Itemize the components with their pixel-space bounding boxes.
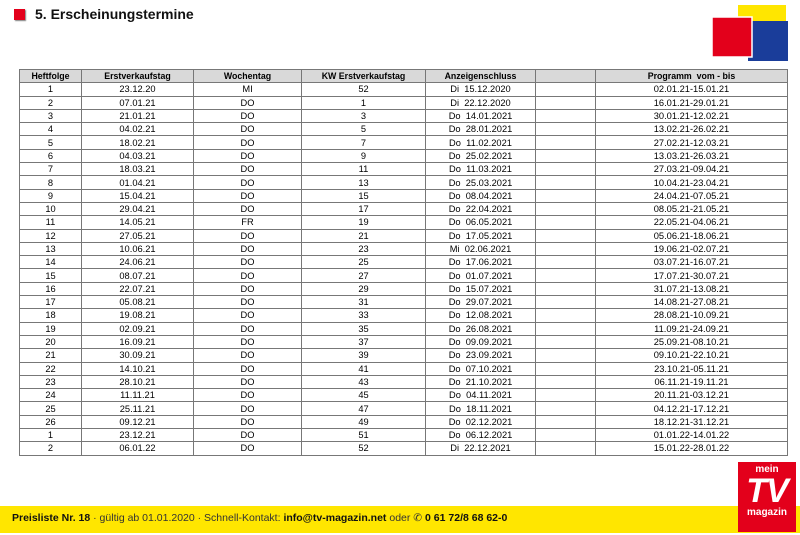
cell-erstverkaufstag: 30.09.21 (82, 349, 194, 362)
cell-anzeigenschluss: Do 22.04.2021 (426, 202, 536, 215)
cell-anzeigenschluss: Do 14.01.2021 (426, 109, 536, 122)
cell-heftfolge: 25 (20, 402, 82, 415)
cell-wochentag: DO (194, 282, 302, 295)
cell-erstverkaufstag: 25.11.21 (82, 402, 194, 415)
table-body (20, 83, 788, 455)
cell-blank (536, 109, 596, 122)
cell-erstverkaufstag: 14.05.21 (82, 216, 194, 229)
cell-programm: 08.05.21-21.05.21 (596, 202, 788, 215)
cell-anzeigenschluss: Do 01.07.2021 (426, 269, 536, 282)
cell-programm: 24.04.21-07.05.21 (596, 189, 788, 202)
column-header-kw: KW Erstverkaufstag (302, 70, 426, 83)
cell-erstverkaufstag: 15.04.21 (82, 189, 194, 202)
table-header-row (20, 70, 788, 83)
table-row (20, 402, 788, 415)
table-row (20, 269, 788, 282)
cell-blank (536, 269, 596, 282)
cell-blank (536, 163, 596, 176)
cell-programm: 30.01.21-12.02.21 (596, 109, 788, 122)
logo-text-magazin: magazin (746, 507, 787, 518)
cell-erstverkaufstag: 01.04.21 (82, 176, 194, 189)
cell-heftfolge: 20 (20, 335, 82, 348)
cell-kw: 21 (302, 229, 426, 242)
column-header-programm: Programm vom - bis (596, 70, 788, 83)
cell-programm: 20.11.21-03.12.21 (596, 389, 788, 402)
cell-kw: 3 (302, 109, 426, 122)
table-row (20, 349, 788, 362)
cell-blank (536, 189, 596, 202)
cell-programm: 23.10.21-05.11.21 (596, 362, 788, 375)
table-row (20, 216, 788, 229)
table-row (20, 309, 788, 322)
logo-red-block (712, 17, 752, 57)
cell-kw: 45 (302, 389, 426, 402)
table-row (20, 96, 788, 109)
cell-blank (536, 216, 596, 229)
cell-programm: 13.02.21-26.02.21 (596, 123, 788, 136)
cell-kw: 23 (302, 242, 426, 255)
cell-heftfolge: 7 (20, 163, 82, 176)
cell-wochentag: DO (194, 442, 302, 455)
cell-anzeigenschluss: Di 15.12.2020 (426, 83, 536, 96)
table-row (20, 442, 788, 455)
table-row (20, 242, 788, 255)
cell-anzeigenschluss: Do 11.03.2021 (426, 163, 536, 176)
table-row (20, 149, 788, 162)
phone-icon: ✆ (413, 512, 423, 524)
table-row (20, 335, 788, 348)
column-header-erstverkaufstag: Erstverkaufstag (82, 70, 194, 83)
cell-blank (536, 83, 596, 96)
cell-erstverkaufstag: 24.06.21 (82, 256, 194, 269)
cell-heftfolge: 9 (20, 189, 82, 202)
cell-heftfolge: 26 (20, 415, 82, 428)
cell-programm: 10.04.21-23.04.21 (596, 176, 788, 189)
cell-blank (536, 349, 596, 362)
mein-tv-magazin-logo (738, 462, 796, 532)
column-header-heftfolge: Heftfolge (20, 70, 82, 83)
cell-erstverkaufstag: 27.05.21 (82, 229, 194, 242)
cell-anzeigenschluss: Di 22.12.2021 (426, 442, 536, 455)
cell-erstverkaufstag: 04.03.21 (82, 149, 194, 162)
cell-anzeigenschluss: Do 17.06.2021 (426, 256, 536, 269)
cell-erstverkaufstag: 10.06.21 (82, 242, 194, 255)
cell-blank (536, 335, 596, 348)
cell-blank (536, 309, 596, 322)
column-header-wochentag: Wochentag (194, 70, 302, 83)
cell-kw: 47 (302, 402, 426, 415)
cell-kw: 25 (302, 256, 426, 269)
cell-wochentag: DO (194, 149, 302, 162)
cell-kw: 33 (302, 309, 426, 322)
cell-heftfolge: 5 (20, 136, 82, 149)
cell-heftfolge: 17 (20, 296, 82, 309)
logo-text-tv: TV (746, 472, 788, 510)
cell-anzeigenschluss: Do 09.09.2021 (426, 335, 536, 348)
table-row (20, 389, 788, 402)
cell-anzeigenschluss: Do 25.02.2021 (426, 149, 536, 162)
cell-programm: 27.02.21-12.03.21 (596, 136, 788, 149)
cell-kw: 52 (302, 83, 426, 96)
cell-erstverkaufstag: 06.01.22 (82, 442, 194, 455)
cell-heftfolge: 10 (20, 202, 82, 215)
cell-heftfolge: 6 (20, 149, 82, 162)
cell-kw: 27 (302, 269, 426, 282)
cell-heftfolge: 16 (20, 282, 82, 295)
cell-heftfolge: 4 (20, 123, 82, 136)
cell-programm: 27.03.21-09.04.21 (596, 163, 788, 176)
cell-kw: 49 (302, 415, 426, 428)
cell-erstverkaufstag: 16.09.21 (82, 335, 194, 348)
table-row (20, 109, 788, 122)
cell-programm: 18.12.21-31.12.21 (596, 415, 788, 428)
column-header-blank (536, 70, 596, 83)
price-list-label: Preisliste Nr. 18 (12, 512, 91, 524)
cell-anzeigenschluss: Do 21.10.2021 (426, 375, 536, 388)
cell-wochentag: DO (194, 202, 302, 215)
table-row (20, 362, 788, 375)
or-text: oder (389, 512, 411, 524)
cell-wochentag: DO (194, 322, 302, 335)
cell-wochentag: DO (194, 389, 302, 402)
cell-heftfolge: 12 (20, 229, 82, 242)
section-header (14, 6, 194, 22)
cell-erstverkaufstag: 29.04.21 (82, 202, 194, 215)
cell-heftfolge: 14 (20, 256, 82, 269)
cell-programm: 28.08.21-10.09.21 (596, 309, 788, 322)
cell-programm: 16.01.21-29.01.21 (596, 96, 788, 109)
cell-programm: 14.08.21-27.08.21 (596, 296, 788, 309)
cell-blank (536, 123, 596, 136)
cell-programm: 02.01.21-15.01.21 (596, 83, 788, 96)
cell-erstverkaufstag: 23.12.21 (82, 429, 194, 442)
bullet-square-icon (14, 9, 25, 20)
cell-anzeigenschluss: Do 06.12.2021 (426, 429, 536, 442)
table-row (20, 163, 788, 176)
cell-erstverkaufstag: 21.01.21 (82, 109, 194, 122)
cell-anzeigenschluss: Do 04.11.2021 (426, 389, 536, 402)
cell-programm: 11.09.21-24.09.21 (596, 322, 788, 335)
contact-phone[interactable]: 0 61 72/8 68 62-0 (425, 512, 508, 524)
cell-programm: 31.07.21-13.08.21 (596, 282, 788, 295)
cell-kw: 17 (302, 202, 426, 215)
cell-blank (536, 229, 596, 242)
cell-blank (536, 402, 596, 415)
cell-anzeigenschluss: Do 17.05.2021 (426, 229, 536, 242)
cell-anzeigenschluss: Do 02.12.2021 (426, 415, 536, 428)
cell-heftfolge: 22 (20, 362, 82, 375)
cell-blank (536, 389, 596, 402)
cell-blank (536, 96, 596, 109)
cell-blank (536, 202, 596, 215)
cell-blank (536, 415, 596, 428)
cell-heftfolge: 1 (20, 429, 82, 442)
cell-kw: 13 (302, 176, 426, 189)
cell-wochentag: DO (194, 349, 302, 362)
cell-programm: 01.01.22-14.01.22 (596, 429, 788, 442)
cell-blank (536, 442, 596, 455)
cell-wochentag: DO (194, 335, 302, 348)
cell-anzeigenschluss: Di 22.12.2020 (426, 96, 536, 109)
cell-anzeigenschluss: Do 15.07.2021 (426, 282, 536, 295)
cell-kw: 31 (302, 296, 426, 309)
valid-text: · gültig ab 01.01.2020 · Schnell-Kontakt: (93, 512, 281, 524)
logo-blue-block (748, 21, 788, 61)
cell-kw: 39 (302, 349, 426, 362)
cell-wochentag: DO (194, 375, 302, 388)
cell-programm: 03.07.21-16.07.21 (596, 256, 788, 269)
cell-wochentag: DO (194, 189, 302, 202)
cell-programm: 17.07.21-30.07.21 (596, 269, 788, 282)
cell-programm: 04.12.21-17.12.21 (596, 402, 788, 415)
cell-heftfolge: 24 (20, 389, 82, 402)
cell-blank (536, 242, 596, 255)
cell-heftfolge: 11 (20, 216, 82, 229)
cell-heftfolge: 19 (20, 322, 82, 335)
cell-kw: 9 (302, 149, 426, 162)
table-row (20, 136, 788, 149)
cell-blank (536, 362, 596, 375)
cell-anzeigenschluss: Do 28.01.2021 (426, 123, 536, 136)
cell-anzeigenschluss: Do 08.04.2021 (426, 189, 536, 202)
cell-heftfolge: 8 (20, 176, 82, 189)
cell-blank (536, 176, 596, 189)
cell-heftfolge: 23 (20, 375, 82, 388)
cell-blank (536, 322, 596, 335)
cell-blank (536, 296, 596, 309)
cell-kw: 37 (302, 335, 426, 348)
cell-programm: 15.01.22-28.01.22 (596, 442, 788, 455)
cell-erstverkaufstag: 22.07.21 (82, 282, 194, 295)
table-row (20, 176, 788, 189)
table-row (20, 229, 788, 242)
cell-blank (536, 375, 596, 388)
cell-blank (536, 429, 596, 442)
cell-anzeigenschluss: Do 29.07.2021 (426, 296, 536, 309)
cell-anzeigenschluss: Do 23.09.2021 (426, 349, 536, 362)
cell-programm: 22.05.21-04.06.21 (596, 216, 788, 229)
cell-kw: 35 (302, 322, 426, 335)
cell-anzeigenschluss: Do 26.08.2021 (426, 322, 536, 335)
cell-erstverkaufstag: 18.02.21 (82, 136, 194, 149)
cell-kw: 7 (302, 136, 426, 149)
cell-wochentag: DO (194, 229, 302, 242)
table-row (20, 202, 788, 215)
cell-wochentag: DO (194, 296, 302, 309)
cell-wochentag: DO (194, 109, 302, 122)
cell-wochentag: DO (194, 269, 302, 282)
cell-wochentag: DO (194, 136, 302, 149)
logo-text-mein: mein (755, 464, 779, 475)
cell-erstverkaufstag: 18.03.21 (82, 163, 194, 176)
cell-wochentag: DO (194, 402, 302, 415)
table-row (20, 123, 788, 136)
cell-erstverkaufstag: 23.12.20 (82, 83, 194, 96)
cell-heftfolge: 2 (20, 96, 82, 109)
cell-wochentag: DO (194, 415, 302, 428)
cell-blank (536, 136, 596, 149)
cell-kw: 43 (302, 375, 426, 388)
cell-wochentag: DO (194, 123, 302, 136)
table-row (20, 429, 788, 442)
cell-erstverkaufstag: 11.11.21 (82, 389, 194, 402)
column-header-anzeigenschluss: Anzeigenschluss (426, 70, 536, 83)
table-row (20, 83, 788, 96)
table-row (20, 282, 788, 295)
cell-wochentag: DO (194, 96, 302, 109)
footer-bar (0, 506, 800, 533)
cell-wochentag: DO (194, 163, 302, 176)
cell-kw: 19 (302, 216, 426, 229)
cell-heftfolge: 1 (20, 83, 82, 96)
table-row (20, 296, 788, 309)
cell-programm: 05.06.21-18.06.21 (596, 229, 788, 242)
schedule-table (19, 69, 788, 456)
cell-programm: 13.03.21-26.03.21 (596, 149, 788, 162)
cell-heftfolge: 2 (20, 442, 82, 455)
cell-anzeigenschluss: Do 06.05.2021 (426, 216, 536, 229)
cell-heftfolge: 15 (20, 269, 82, 282)
contact-email[interactable]: info@tv-magazin.net (283, 512, 387, 524)
cell-kw: 15 (302, 189, 426, 202)
cell-kw: 29 (302, 282, 426, 295)
cell-anzeigenschluss: Do 18.11.2021 (426, 402, 536, 415)
cell-wochentag: FR (194, 216, 302, 229)
table-row (20, 375, 788, 388)
cell-blank (536, 282, 596, 295)
cell-kw: 51 (302, 429, 426, 442)
cell-heftfolge: 18 (20, 309, 82, 322)
cell-kw: 11 (302, 163, 426, 176)
cell-erstverkaufstag: 02.09.21 (82, 322, 194, 335)
color-blocks-logo (710, 3, 790, 63)
cell-programm: 09.10.21-22.10.21 (596, 349, 788, 362)
cell-programm: 19.06.21-02.07.21 (596, 242, 788, 255)
cell-heftfolge: 3 (20, 109, 82, 122)
cell-wochentag: DO (194, 362, 302, 375)
cell-erstverkaufstag: 05.08.21 (82, 296, 194, 309)
cell-wochentag: DO (194, 256, 302, 269)
table-row (20, 189, 788, 202)
cell-erstverkaufstag: 07.01.21 (82, 96, 194, 109)
cell-erstverkaufstag: 04.02.21 (82, 123, 194, 136)
cell-kw: 1 (302, 96, 426, 109)
cell-wochentag: DO (194, 429, 302, 442)
cell-wochentag: DO (194, 176, 302, 189)
table-row (20, 415, 788, 428)
cell-erstverkaufstag: 08.07.21 (82, 269, 194, 282)
cell-kw: 41 (302, 362, 426, 375)
cell-kw: 5 (302, 123, 426, 136)
cell-heftfolge: 21 (20, 349, 82, 362)
cell-wochentag: DO (194, 309, 302, 322)
footer-contact (12, 512, 507, 524)
cell-kw: 52 (302, 442, 426, 455)
cell-erstverkaufstag: 09.12.21 (82, 415, 194, 428)
cell-anzeigenschluss: Do 07.10.2021 (426, 362, 536, 375)
page-title: 5. Erscheinungstermine (35, 6, 194, 22)
cell-anzeigenschluss: Do 11.02.2021 (426, 136, 536, 149)
table-row (20, 322, 788, 335)
cell-anzeigenschluss: Mi 02.06.2021 (426, 242, 536, 255)
cell-programm: 06.11.21-19.11.21 (596, 375, 788, 388)
cell-wochentag: MI (194, 83, 302, 96)
cell-erstverkaufstag: 14.10.21 (82, 362, 194, 375)
cell-erstverkaufstag: 19.08.21 (82, 309, 194, 322)
cell-blank (536, 256, 596, 269)
cell-programm: 25.09.21-08.10.21 (596, 335, 788, 348)
cell-heftfolge: 13 (20, 242, 82, 255)
cell-blank (536, 149, 596, 162)
cell-wochentag: DO (194, 242, 302, 255)
table-row (20, 256, 788, 269)
cell-erstverkaufstag: 28.10.21 (82, 375, 194, 388)
cell-anzeigenschluss: Do 25.03.2021 (426, 176, 536, 189)
cell-anzeigenschluss: Do 12.08.2021 (426, 309, 536, 322)
